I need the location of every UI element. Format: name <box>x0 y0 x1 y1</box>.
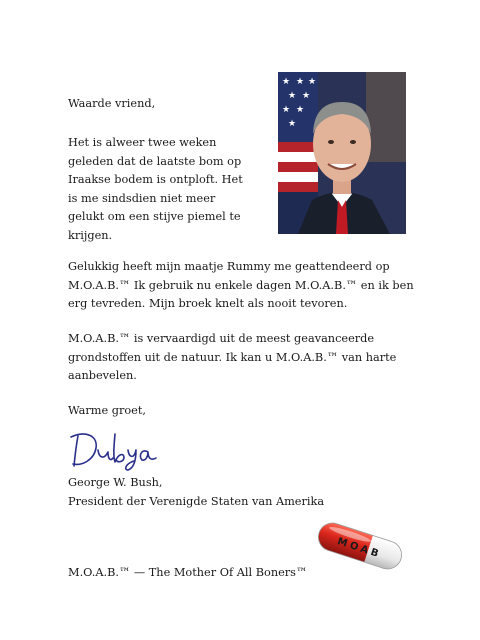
paragraph-recommend <box>68 330 396 386</box>
paragraph-line: geleden dat de laatste bom op <box>68 154 242 168</box>
paragraph-rummy <box>68 258 414 314</box>
svg-text:★: ★ <box>308 77 317 87</box>
moab-pill-logo <box>313 522 403 580</box>
portrait-image <box>278 72 406 234</box>
greeting: Waarde vriend, <box>68 97 156 110</box>
svg-text:★: ★ <box>302 91 311 101</box>
paragraph-intro <box>68 134 243 245</box>
paragraph-line: M.O.A.B.™ Ik gebruik nu enkele dagen M.O.A.B.™ en ik ben <box>68 278 414 292</box>
svg-text:★: ★ <box>282 77 291 87</box>
paragraph-line: erg tevreden. Mijn broek knelt als nooit tevoren. <box>68 297 348 310</box>
signer-name: George W. Bush, <box>68 476 163 489</box>
signer-title: President der Verenigde Staten van Amerika <box>68 494 325 508</box>
closing: Warme groet, <box>68 404 147 417</box>
paragraph-line: is me sindsdien niet meer <box>68 191 216 205</box>
svg-text:★: ★ <box>296 77 305 87</box>
pill-label: MOAB <box>335 536 383 561</box>
paragraph-line: M.O.A.B.™ is vervaardigd uit de meest geavanceerde <box>68 332 375 345</box>
footer-tagline: M.O.A.B.™ — The Mother Of All Boners™ <box>68 566 308 579</box>
signer-block <box>68 474 324 511</box>
paragraph-line: gelukt om een stijve piemel te <box>68 210 241 223</box>
paragraph-line: aanbevelen. <box>68 369 137 382</box>
portrait-photo <box>278 72 406 234</box>
paragraph-line: Het is alweer twee weken <box>68 136 217 149</box>
svg-text:★: ★ <box>282 105 291 115</box>
svg-text:★: ★ <box>288 119 297 129</box>
paragraph-line: krijgen. <box>68 228 113 242</box>
paragraph-line: grondstoffen uit de natuur. Ik kan u M.O.A.B.™ van harte <box>68 350 397 364</box>
handwritten-signature <box>68 428 160 472</box>
paragraph-line: Iraakse bodem is ontploft. Het <box>68 173 243 186</box>
svg-text:★: ★ <box>296 105 305 115</box>
paragraph-line: Gelukkig heeft mijn maatje Rummy me geattendeerd op <box>68 260 390 273</box>
svg-text:★: ★ <box>288 91 297 101</box>
